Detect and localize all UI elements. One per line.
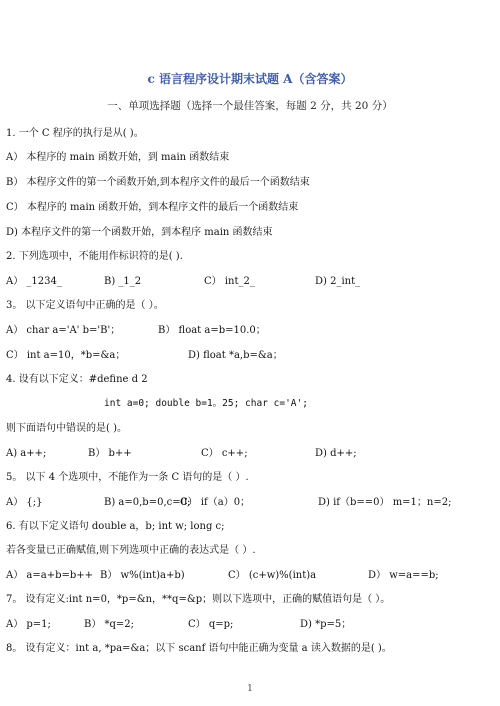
question-7-option-c: C） q=p; — [188, 619, 234, 630]
question-1-stem: 1. 一个 C 程序的执行是从( )。 — [6, 128, 144, 139]
question-5-option-a: A） {;} — [6, 497, 43, 508]
question-4-ask: 则下面语句中错误的是( )。 — [6, 423, 127, 434]
question-6-stem: 6. 有以下定义语句 double a，b; int w; long c; — [6, 521, 225, 532]
question-4-stem: 4. 设有以下定义：#define d 2 — [6, 374, 148, 385]
question-7-stem: 7。 设有定义:int n=0，*p=&n，**q=&p；则以下选项中，正确的赋值语句是（ ）。 — [6, 594, 391, 605]
question-2-option-c: C） int_2_ — [204, 276, 255, 287]
question-5-option-c: C） if（a）0； — [180, 497, 251, 508]
question-7-option-a: A） p=1; — [6, 619, 51, 630]
question-1-option-a: A） 本程序的 main 函数开始，到 main 函数结束 — [6, 152, 230, 163]
question-4-option-c: C） c++; — [201, 448, 248, 459]
question-4-option-a: A) a++; — [6, 448, 47, 459]
question-5-stem: 5。 以下 4 个选项中，不能作为一条 C 语句的是（ ）. — [6, 472, 249, 483]
question-6-option-d: D） w=a==b; — [368, 570, 439, 581]
section-heading: 一、单项选择题（选择一个最佳答案，每题 2 分，共 20 分） — [107, 100, 393, 112]
question-6-option-a: A） a=a+b=b++ — [6, 570, 94, 581]
question-3-stem: 3。 以下定义语句中正确的是（ ）。 — [6, 300, 164, 311]
question-1-option-b: B） 本程序文件的第一个函数开始,到本程序文件的最后一个函数结束 — [6, 177, 310, 188]
question-4-code: int a=0; double b=1。25; char c='A'; — [104, 398, 308, 409]
question-6-option-c: C） (c+w)%(int)a — [228, 570, 317, 581]
question-2-option-b: B) _1_2 — [104, 276, 142, 287]
question-4-option-b: B） b++ — [88, 448, 132, 459]
question-1-option-c: C） 本程序的 main 函数开始，到本程序文件的最后一个函数结束 — [6, 202, 299, 213]
question-2-option-a: A） _1234_ — [6, 276, 62, 287]
question-6-option-b: B） w%(int)a+b) — [100, 570, 185, 581]
question-3-option-b: B） float a=b=10.0； — [158, 325, 266, 336]
question-6-ask: 若各变量已正确赋值,则下列选项中正确的表达式是（ ）. — [6, 545, 256, 556]
question-8-stem: 8。 设有定义：int a, *pa=&a；以下 scanf 语句中能正确为变量 a 读入数据的是( )。 — [6, 643, 392, 654]
question-2-option-d: D) 2_int_ — [315, 276, 361, 287]
page-number: 1 — [247, 684, 253, 694]
document-title: c 语言程序设计期末试题 A（含答案） — [147, 72, 353, 86]
question-7-option-b: B） *q=2; — [84, 619, 135, 630]
question-3-option-d: D) float *a,b=&a； — [188, 350, 283, 361]
question-4-option-d: D) d++; — [315, 448, 357, 459]
question-1-option-d: D) 本程序文件的第一个函数开始，到本程序 main 函数结束 — [6, 227, 273, 238]
question-3-option-c: C） int a=10，*b=&a； — [6, 350, 126, 361]
question-3-option-a: A） char a='A' b='B'； — [6, 325, 121, 336]
question-5-option-b: B) a=0,b=0,c=0; — [104, 497, 191, 508]
question-2-stem: 2. 下列选项中，不能用作标识符的是( ). — [6, 251, 183, 262]
question-5-option-d: D) if（b==0） m=1；n=2; — [318, 497, 452, 508]
question-7-option-d: D) *p=5； — [300, 619, 352, 630]
